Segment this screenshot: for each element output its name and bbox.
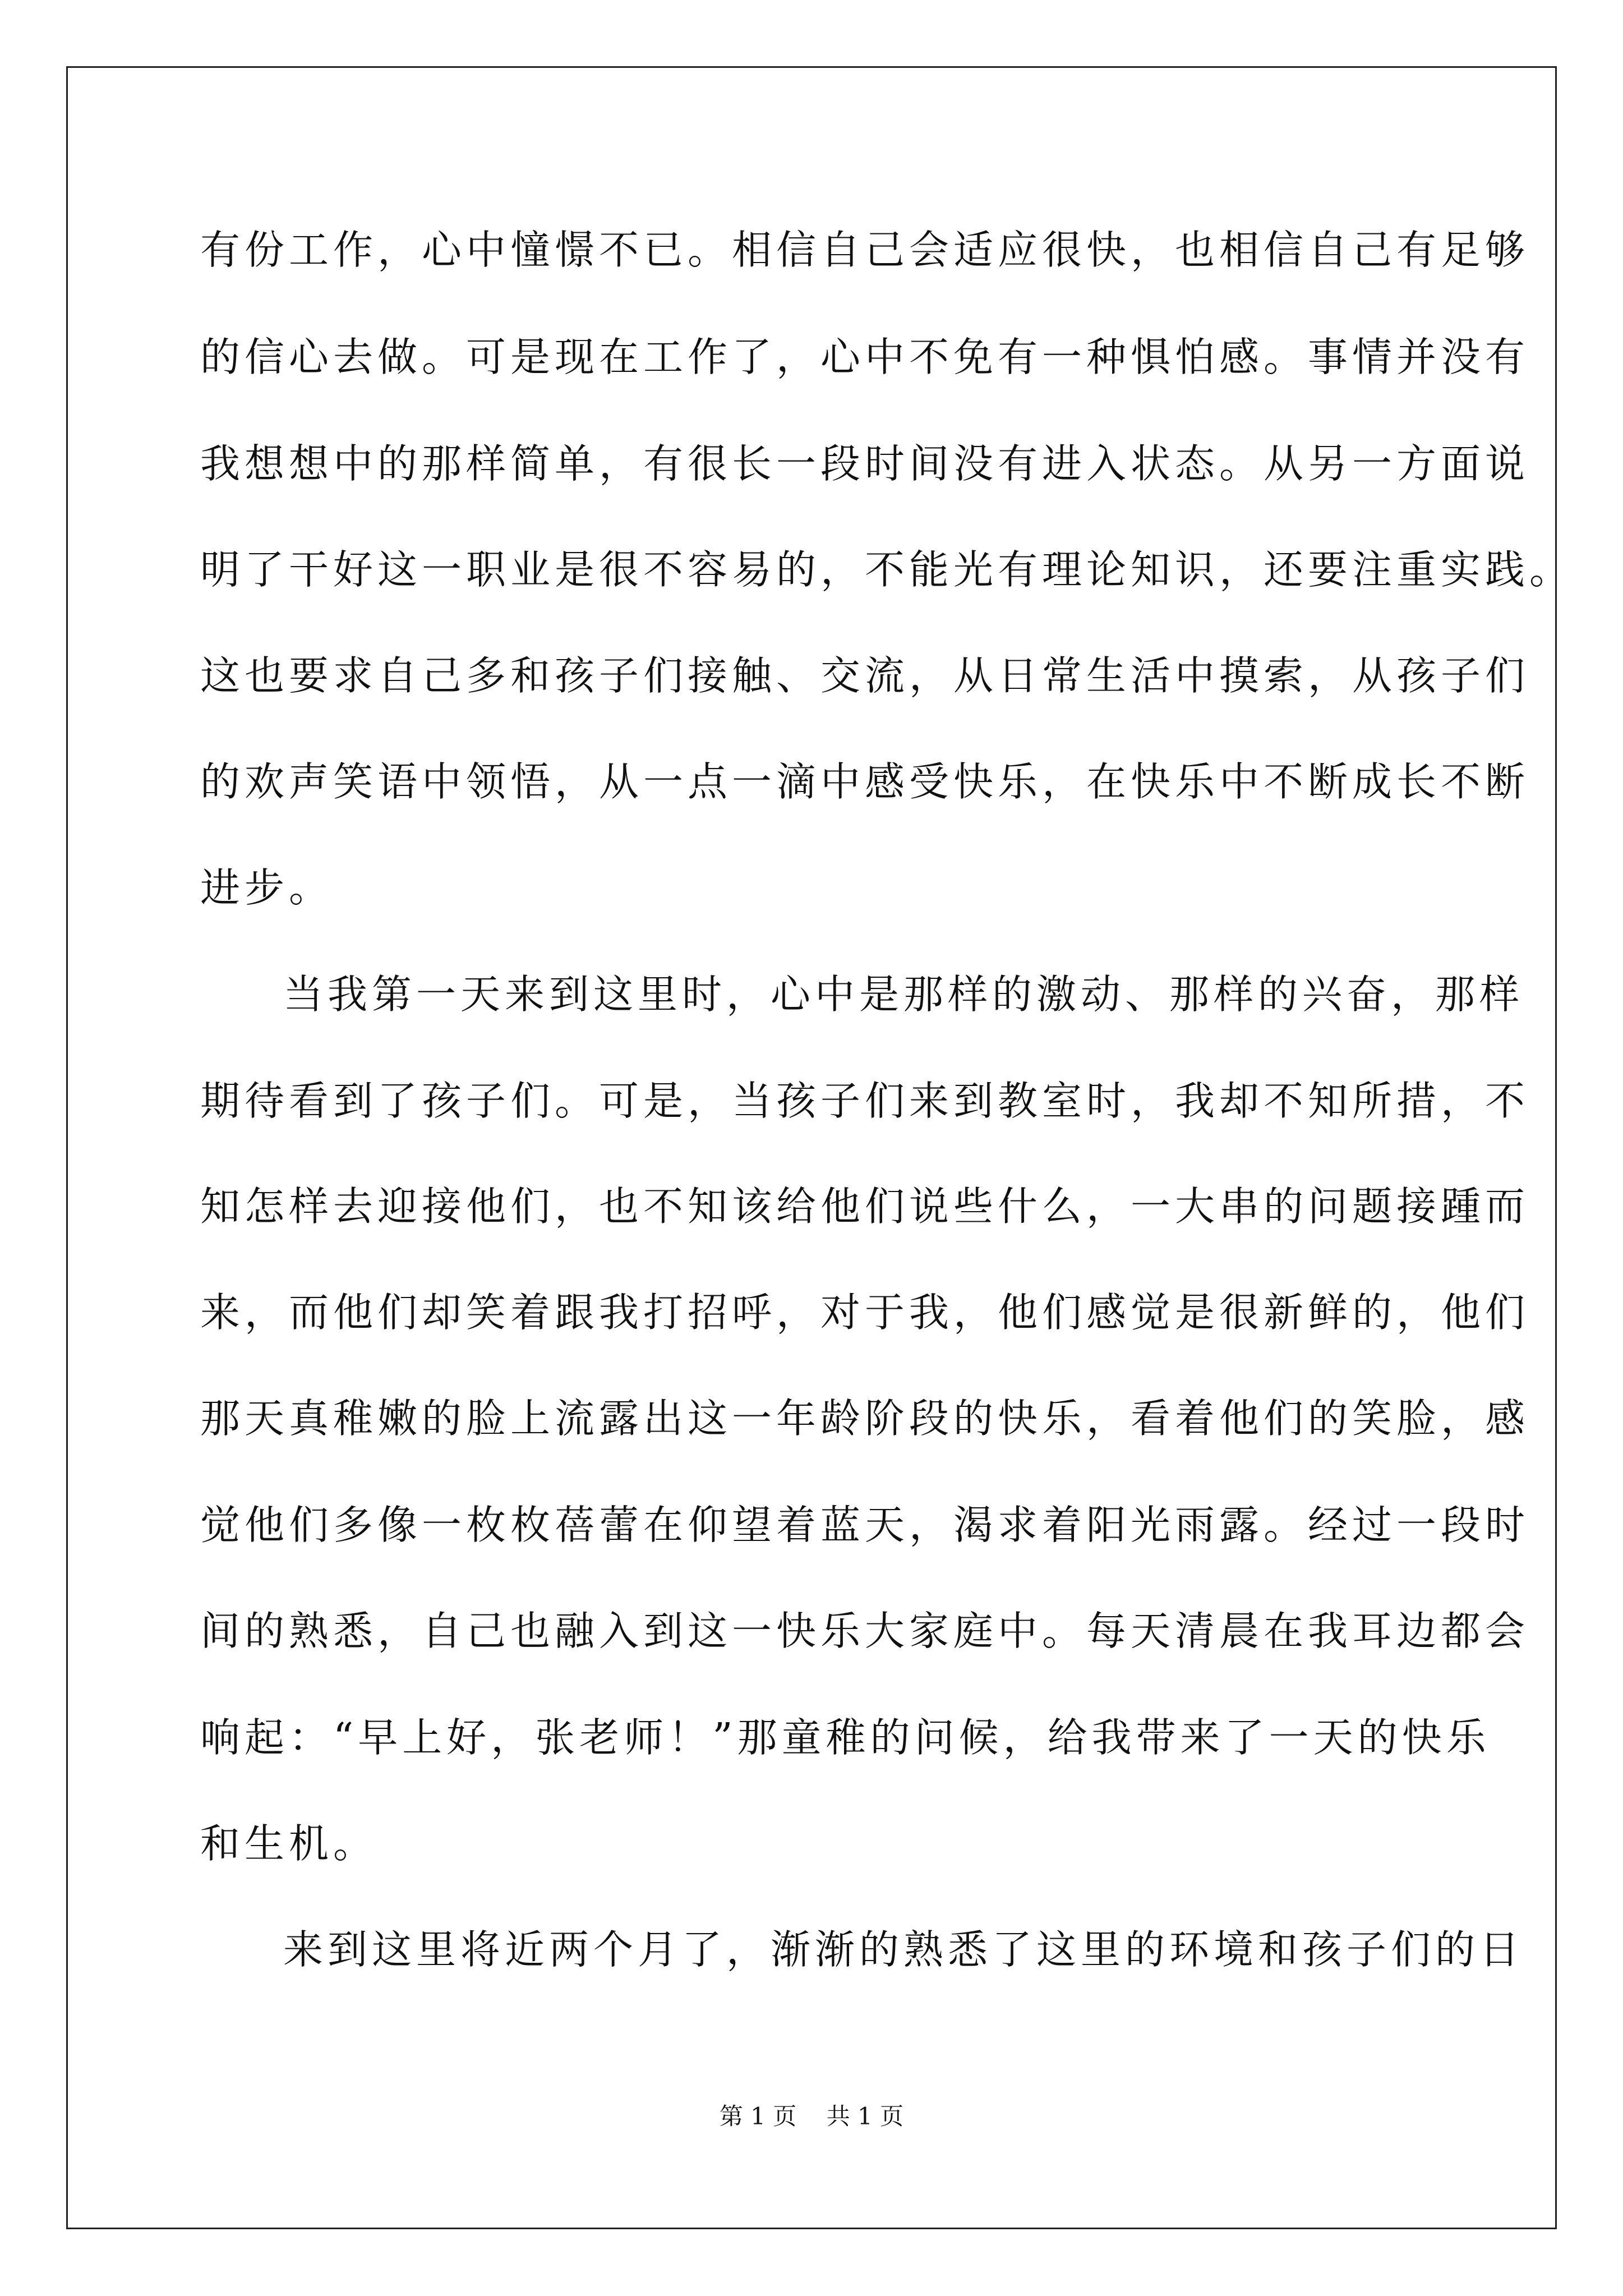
text-line: 我想想中的那样简单，有很长一段时间没有进入状态。从另一方面说 — [200, 440, 1530, 487]
text-line: 那天真稚嫩的脸上流露出这一年龄阶段的快乐，看着他们的笑脸，感 — [200, 1395, 1530, 1442]
text-line: 间的熟悉，自己也融入到这一快乐大家庭中。每天清晨在我耳边都会 — [200, 1608, 1530, 1654]
text-line: 明了干好这一职业是很不容易的，不能光有理论知识，还要注重实践。 — [200, 546, 1574, 593]
page-border — [66, 66, 1557, 2229]
text-line: 有份工作，心中憧憬不已。相信自己会适应很快，也相信自己有足够 — [200, 227, 1530, 273]
text-line: 进步。 — [200, 864, 334, 911]
paragraph-first-line: 当我第一天来到这里时，心中是那样的激动、那样的兴奋，那样 — [283, 971, 1524, 1018]
text-line: 觉他们多像一枚枚蓓蕾在仰望着蓝天，渴求着阳光雨露。经过一段时 — [200, 1502, 1530, 1548]
page-number-footer: 第 1 页 共 1 页 — [719, 2102, 904, 2130]
text-line: 知怎样去迎接他们，也不知该给他们说些什么，一大串的问题接踵而 — [200, 1183, 1530, 1230]
text-line: 和生机。 — [200, 1820, 378, 1867]
text-line: 响起：“早上好，张老师！”那童稚的问候，给我带来了一天的快乐 — [200, 1714, 1491, 1761]
text-line: 期待看到了孩子们。可是，当孩子们来到教室时，我却不知所措，不 — [200, 1078, 1530, 1124]
text-line: 这也要求自己多和孩子们接触、交流，从日常生活中摸索，从孩子们 — [200, 652, 1530, 699]
text-line: 的欢声笑语中领悟，从一点一滴中感受快乐，在快乐中不断成长不断 — [200, 758, 1530, 805]
text-line: 来，而他们却笑着跟我打招呼，对于我，他们感觉是很新鲜的，他们 — [200, 1289, 1530, 1336]
paragraph-first-line: 来到这里将近两个月了，渐渐的熟悉了这里的环境和孩子们的日 — [283, 1926, 1524, 1973]
text-line: 的信心去做。可是现在工作了，心中不免有一种惧怕感。事情并没有 — [200, 334, 1530, 380]
